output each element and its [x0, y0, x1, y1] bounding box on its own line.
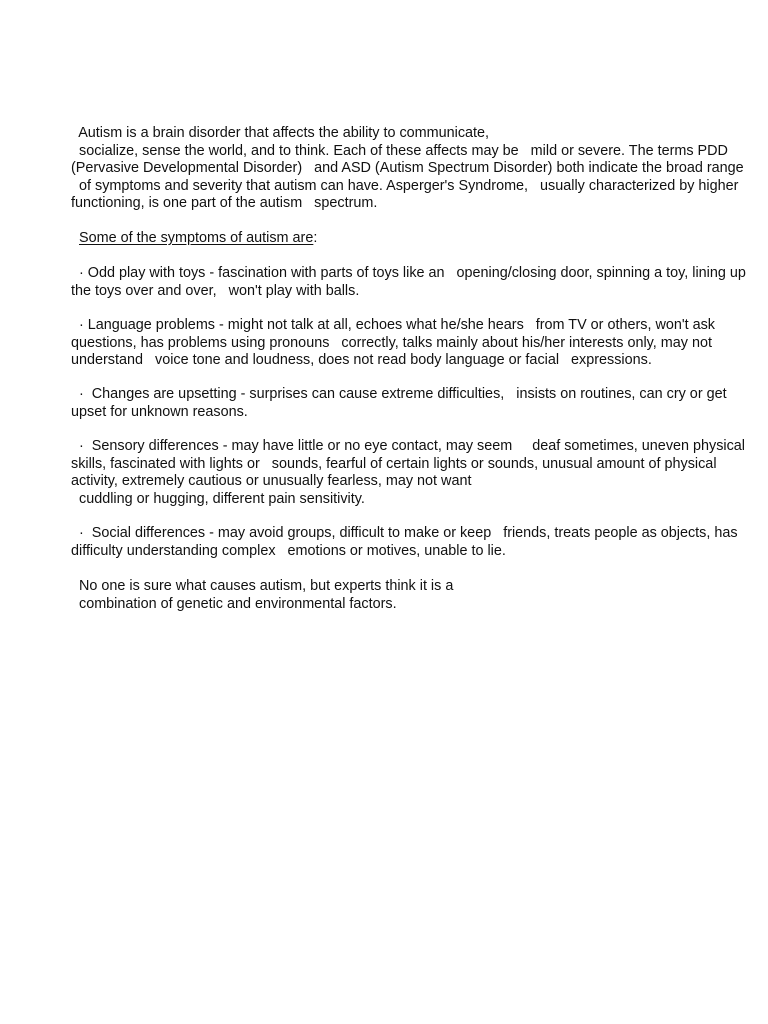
symptom-line: understand voice tone and loudness, does not read body language or facial expressions. [71, 352, 652, 368]
symptom-line: · Changes are upsetting - surprises can cause extreme difficulties, insists on routines, can cry or get [71, 386, 727, 402]
intro-line: socialize, sense the world, and to think. Each of these affects may be mild or severe. The terms PDD [71, 143, 728, 159]
symptom-line: questions, has problems using pronouns correctly, talks mainly about his/her interests only, may not [71, 335, 712, 351]
symptom-line: · Social differences - may avoid groups, difficult to make or keep friends, treats people as objects, has [71, 525, 738, 541]
intro-line: (Pervasive Developmental Disorder) and ASD (Autism Spectrum Disorder) both indicate the broad range [71, 160, 744, 176]
symptom-line: · Odd play with toys - fascination with parts of toys like an opening/closing door, spinning a toy, lining up [71, 265, 746, 281]
symptoms-heading-colon: : [313, 230, 318, 246]
symptom-line: the toys over and over, won't play with balls. [71, 283, 360, 299]
symptoms-heading [79, 230, 317, 247]
symptom-line: activity, extremely cautious or unusually fearless, may not want [71, 473, 472, 489]
symptom-line: cuddling or hugging, different pain sensitivity. [71, 491, 365, 507]
conclusion-line: combination of genetic and environmental factors. [71, 596, 397, 612]
symptom-line: upset for unknown reasons. [71, 404, 248, 420]
intro-line: Autism is a brain disorder that affects the ability to communicate, [71, 125, 490, 141]
symptom-line: · Language problems - might not talk at all, echoes what he/she hears from TV or others, won't ask [71, 317, 715, 333]
intro-line: functioning, is one part of the autism spectrum. [71, 195, 378, 211]
symptom-line: skills, fascinated with lights or sounds, fearful of certain lights or sounds, unusual amount of physical [71, 456, 717, 472]
symptoms-heading-text: Some of the symptoms of autism are [79, 230, 314, 246]
intro-line: of symptoms and severity that autism can have. Asperger's Syndrome, usually characterized by higher [71, 178, 739, 194]
conclusion-line: No one is sure what causes autism, but experts think it is a [71, 578, 454, 594]
symptom-line: difficulty understanding complex emotions or motives, unable to lie. [71, 543, 506, 559]
symptom-line: · Sensory differences - may have little or no eye contact, may seem deaf sometimes, uneven physical [71, 438, 746, 454]
